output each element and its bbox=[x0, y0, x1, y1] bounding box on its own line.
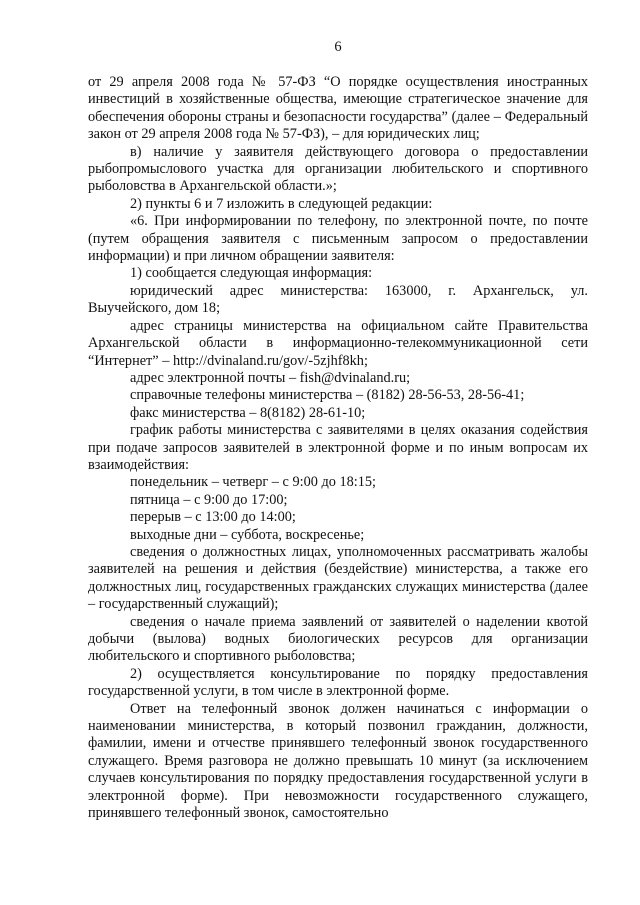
document-page bbox=[88, 38, 588, 822]
paragraph: юридический адрес министерства: 163000, г. Архангельск, ул. Выучейского, дом 18; bbox=[88, 282, 588, 317]
paragraph: факс министерства – 8(8182) 28-61-10; bbox=[130, 404, 366, 421]
paragraph: в) наличие у заявителя действующего договора о предоставлении рыбопромыслового участка для организации любительского и спортивного рыболовства в Архангельской области.»; bbox=[88, 143, 588, 195]
paragraph: сведения о начале приема заявлений от заявителей о наделении квотой добычи (вылова) водных биологических ресурсов для организации любительского и спортивного рыболовства; bbox=[88, 613, 588, 665]
paragraph: понедельник – четверг – с 9:00 до 18:15; bbox=[130, 474, 376, 491]
paragraph: перерыв – с 13:00 до 14:00; bbox=[130, 509, 296, 526]
paragraph: справочные телефоны министерства – (8182) 28-56-53, 28-56-41; bbox=[130, 387, 525, 404]
paragraph: Ответ на телефонный звонок должен начинаться с информации о наименовании министерства, в который позвонил гражданин, должности, фамилии, имени и отчестве принявшего телефонный звонок государственного служащего. Время разговора не должно превышать 10 минут (за исключением случаев консультирования по порядку предоставления государственной услуги в электронной форме). При невозможности государственного служащего, принявшего телефонный звонок, самостоятельно bbox=[88, 700, 588, 822]
page-number: 6 bbox=[334, 39, 342, 55]
paragraph: адрес страницы министерства на официальном сайте Правительства Архангельской области в информационно-телекоммуникационной сети “Интернет” – http://dvinaland.ru/gov/-5zjhf8kh; bbox=[88, 317, 588, 369]
paragraph: 1) сообщается следующая информация: bbox=[130, 265, 373, 282]
paragraph: 2) осуществляется консультирование по порядку предоставления государственной услуги, в том числе в электронной форме. bbox=[88, 665, 588, 700]
paragraph: пятница – с 9:00 до 17:00; bbox=[130, 491, 288, 508]
paragraph: от 29 апреля 2008 года № 57-ФЗ “О порядке осуществления иностранных инвестиций в хозяйственные общества, имеющие стратегическое значение для обеспечения обороны страны и безопасности государства” (далее – Федеральный закон от 29 апреля 2008 года № 57-ФЗ), – для юридических лиц; bbox=[88, 74, 588, 143]
paragraph: сведения о должностных лицах, уполномоченных рассматривать жалобы заявителей на решения и действия (бездействие) министерства, а также его должностных лиц, государственных гражданских служащих министерства (далее – государственный служащий); bbox=[88, 543, 588, 613]
paragraph: 2) пункты 6 и 7 изложить в следующей редакции: bbox=[130, 195, 433, 212]
document-body bbox=[88, 74, 588, 822]
paragraph: выходные дни – суббота, воскресенье; bbox=[130, 526, 365, 543]
paragraph: адрес электронной почты – fish@dvinaland.ru; bbox=[130, 369, 411, 386]
paragraph: «6. При информировании по телефону, по электронной почте, по почте (путем обращения заявителя с письменным запросом о предоставлении информации) и при личном обращении заявителя: bbox=[88, 213, 588, 265]
paragraph: график работы министерства с заявителями в целях оказания содействия при подаче запросов заявителей в электронной форме и по иным вопросам их взаимодействия: bbox=[88, 422, 588, 473]
